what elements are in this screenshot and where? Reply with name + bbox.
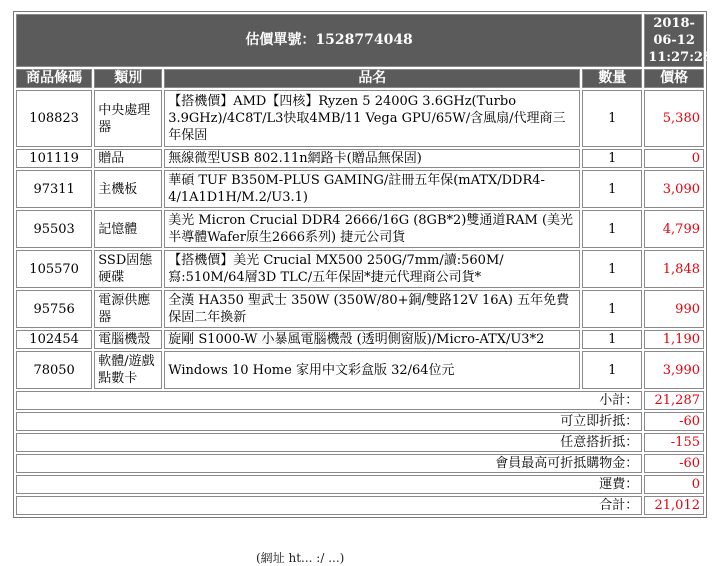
item-code: 78050 xyxy=(16,351,92,389)
item-name: 華碩 TUF B350M-PLUS GAMING/註冊五年保(mATX/DDR4-4/1A1D1H/M.2/U3.1) xyxy=(164,170,580,208)
footer-url-text: (網址 ht... :/ ...) xyxy=(256,551,345,565)
summary-instant-discount-value: -60 xyxy=(644,412,704,431)
item-price: 5,380 xyxy=(644,90,704,147)
item-price: 0 xyxy=(644,149,704,168)
item-qty: 1 xyxy=(582,210,642,248)
item-qty: 1 xyxy=(582,290,642,328)
item-qty: 1 xyxy=(582,170,642,208)
summary-bundle-discount-label: 任意搭折抵： xyxy=(16,433,642,452)
item-name: 【搭機價】美光 Crucial MX500 250G/7mm/讀:560M/寫:510M/64層3D TLC/五年保固*捷元代理商公司貨* xyxy=(164,250,580,288)
item-price: 3,090 xyxy=(644,170,704,208)
summary-shipping-label: 運費： xyxy=(16,475,642,494)
summary-row xyxy=(16,496,704,515)
quote-title xyxy=(16,14,642,67)
col-header-category: 類別 xyxy=(94,69,162,88)
summary-instant-discount-label: 可立即折抵： xyxy=(16,412,642,431)
summary-row xyxy=(16,475,704,494)
item-qty: 1 xyxy=(582,351,642,389)
summary-member-credit-value: -60 xyxy=(644,454,704,473)
item-name: 美光 Micron Crucial DDR4 2666/16G (8GB*2)雙通道RAM (美光半導體Wafer原生2666系列) 捷元公司貨 xyxy=(164,210,580,248)
quote-table xyxy=(13,11,713,518)
item-row xyxy=(16,149,704,168)
item-qty: 1 xyxy=(582,250,642,288)
item-row xyxy=(16,330,704,349)
item-category: 中央處理器 xyxy=(94,90,162,147)
item-category: 軟體/遊戲點數卡 xyxy=(94,351,162,389)
column-header-row xyxy=(16,69,704,88)
item-name: Windows 10 Home 家用中文彩盒版 32/64位元 xyxy=(164,351,580,389)
item-price: 4,799 xyxy=(644,210,704,248)
item-qty: 1 xyxy=(582,90,642,147)
summary-row xyxy=(16,412,704,431)
item-category: 電源供應器 xyxy=(94,290,162,328)
item-code: 95756 xyxy=(16,290,92,328)
item-row xyxy=(16,351,704,389)
quote-header-row xyxy=(16,14,704,67)
item-row xyxy=(16,250,704,288)
summary-row xyxy=(16,433,704,452)
summary-shipping-value: 0 xyxy=(644,475,704,494)
quote-datetime xyxy=(644,14,713,67)
item-qty: 1 xyxy=(582,149,642,168)
item-name: 無線微型USB 802.11n網路卡(贈品無保固) xyxy=(164,149,580,168)
item-category: SSD固態硬碟 xyxy=(94,250,162,288)
item-name: 旋剛 S1000-W 小暴風電腦機殼 (透明側窗版)/Micro-ATX/U3*2 xyxy=(164,330,580,349)
item-row xyxy=(16,290,704,328)
item-code: 102454 xyxy=(16,330,92,349)
summary-member-credit-label: 會員最高可折抵購物金： xyxy=(16,454,642,473)
summary-bundle-discount-value: -155 xyxy=(644,433,704,452)
item-code: 101119 xyxy=(16,149,92,168)
item-code: 95503 xyxy=(16,210,92,248)
item-row xyxy=(16,90,704,147)
item-category: 贈品 xyxy=(94,149,162,168)
item-category: 電腦機殼 xyxy=(94,330,162,349)
summary-subtotal-value: 21,287 xyxy=(644,391,704,410)
item-row xyxy=(16,210,704,248)
col-header-price: 價格 xyxy=(644,69,704,88)
item-category: 記憶體 xyxy=(94,210,162,248)
item-price: 3,990 xyxy=(644,351,704,389)
item-category: 主機板 xyxy=(94,170,162,208)
quote-date: 2018-06-12 xyxy=(653,16,695,48)
item-name: 全漢 HA350 聖武士 350W (350W/80+銅/雙路12V 16A) 五年免費保固二年換新 xyxy=(164,290,580,328)
quote-number: 1528774048 xyxy=(315,32,413,48)
item-code: 97311 xyxy=(16,170,92,208)
summary-total-label: 合計： xyxy=(16,496,642,515)
col-header-code: 商品條碼 xyxy=(16,69,92,88)
summary-row xyxy=(16,454,704,473)
item-code: 105570 xyxy=(16,250,92,288)
item-qty: 1 xyxy=(582,330,642,349)
summary-row xyxy=(16,391,704,410)
item-row xyxy=(16,170,704,208)
summary-total-value: 21,012 xyxy=(644,496,704,515)
item-price: 1,848 xyxy=(644,250,704,288)
summary-subtotal-label: 小計： xyxy=(16,391,642,410)
col-header-qty: 數量 xyxy=(582,69,642,88)
quote-title-label: 估價單號： xyxy=(245,32,316,48)
col-header-name: 品名 xyxy=(164,69,580,88)
item-code: 108823 xyxy=(16,90,92,147)
item-name: 【搭機價】AMD【四核】Ryzen 5 2400G 3.6GHz(Turbo 3.9GHz)/4C8T/L3快取4MB/11 Vega GPU/65W/含風扇/代理商三年保固 xyxy=(164,90,580,147)
item-price: 1,190 xyxy=(644,330,704,349)
item-price: 990 xyxy=(644,290,704,328)
quote-time: 11:27:28 xyxy=(648,50,713,65)
